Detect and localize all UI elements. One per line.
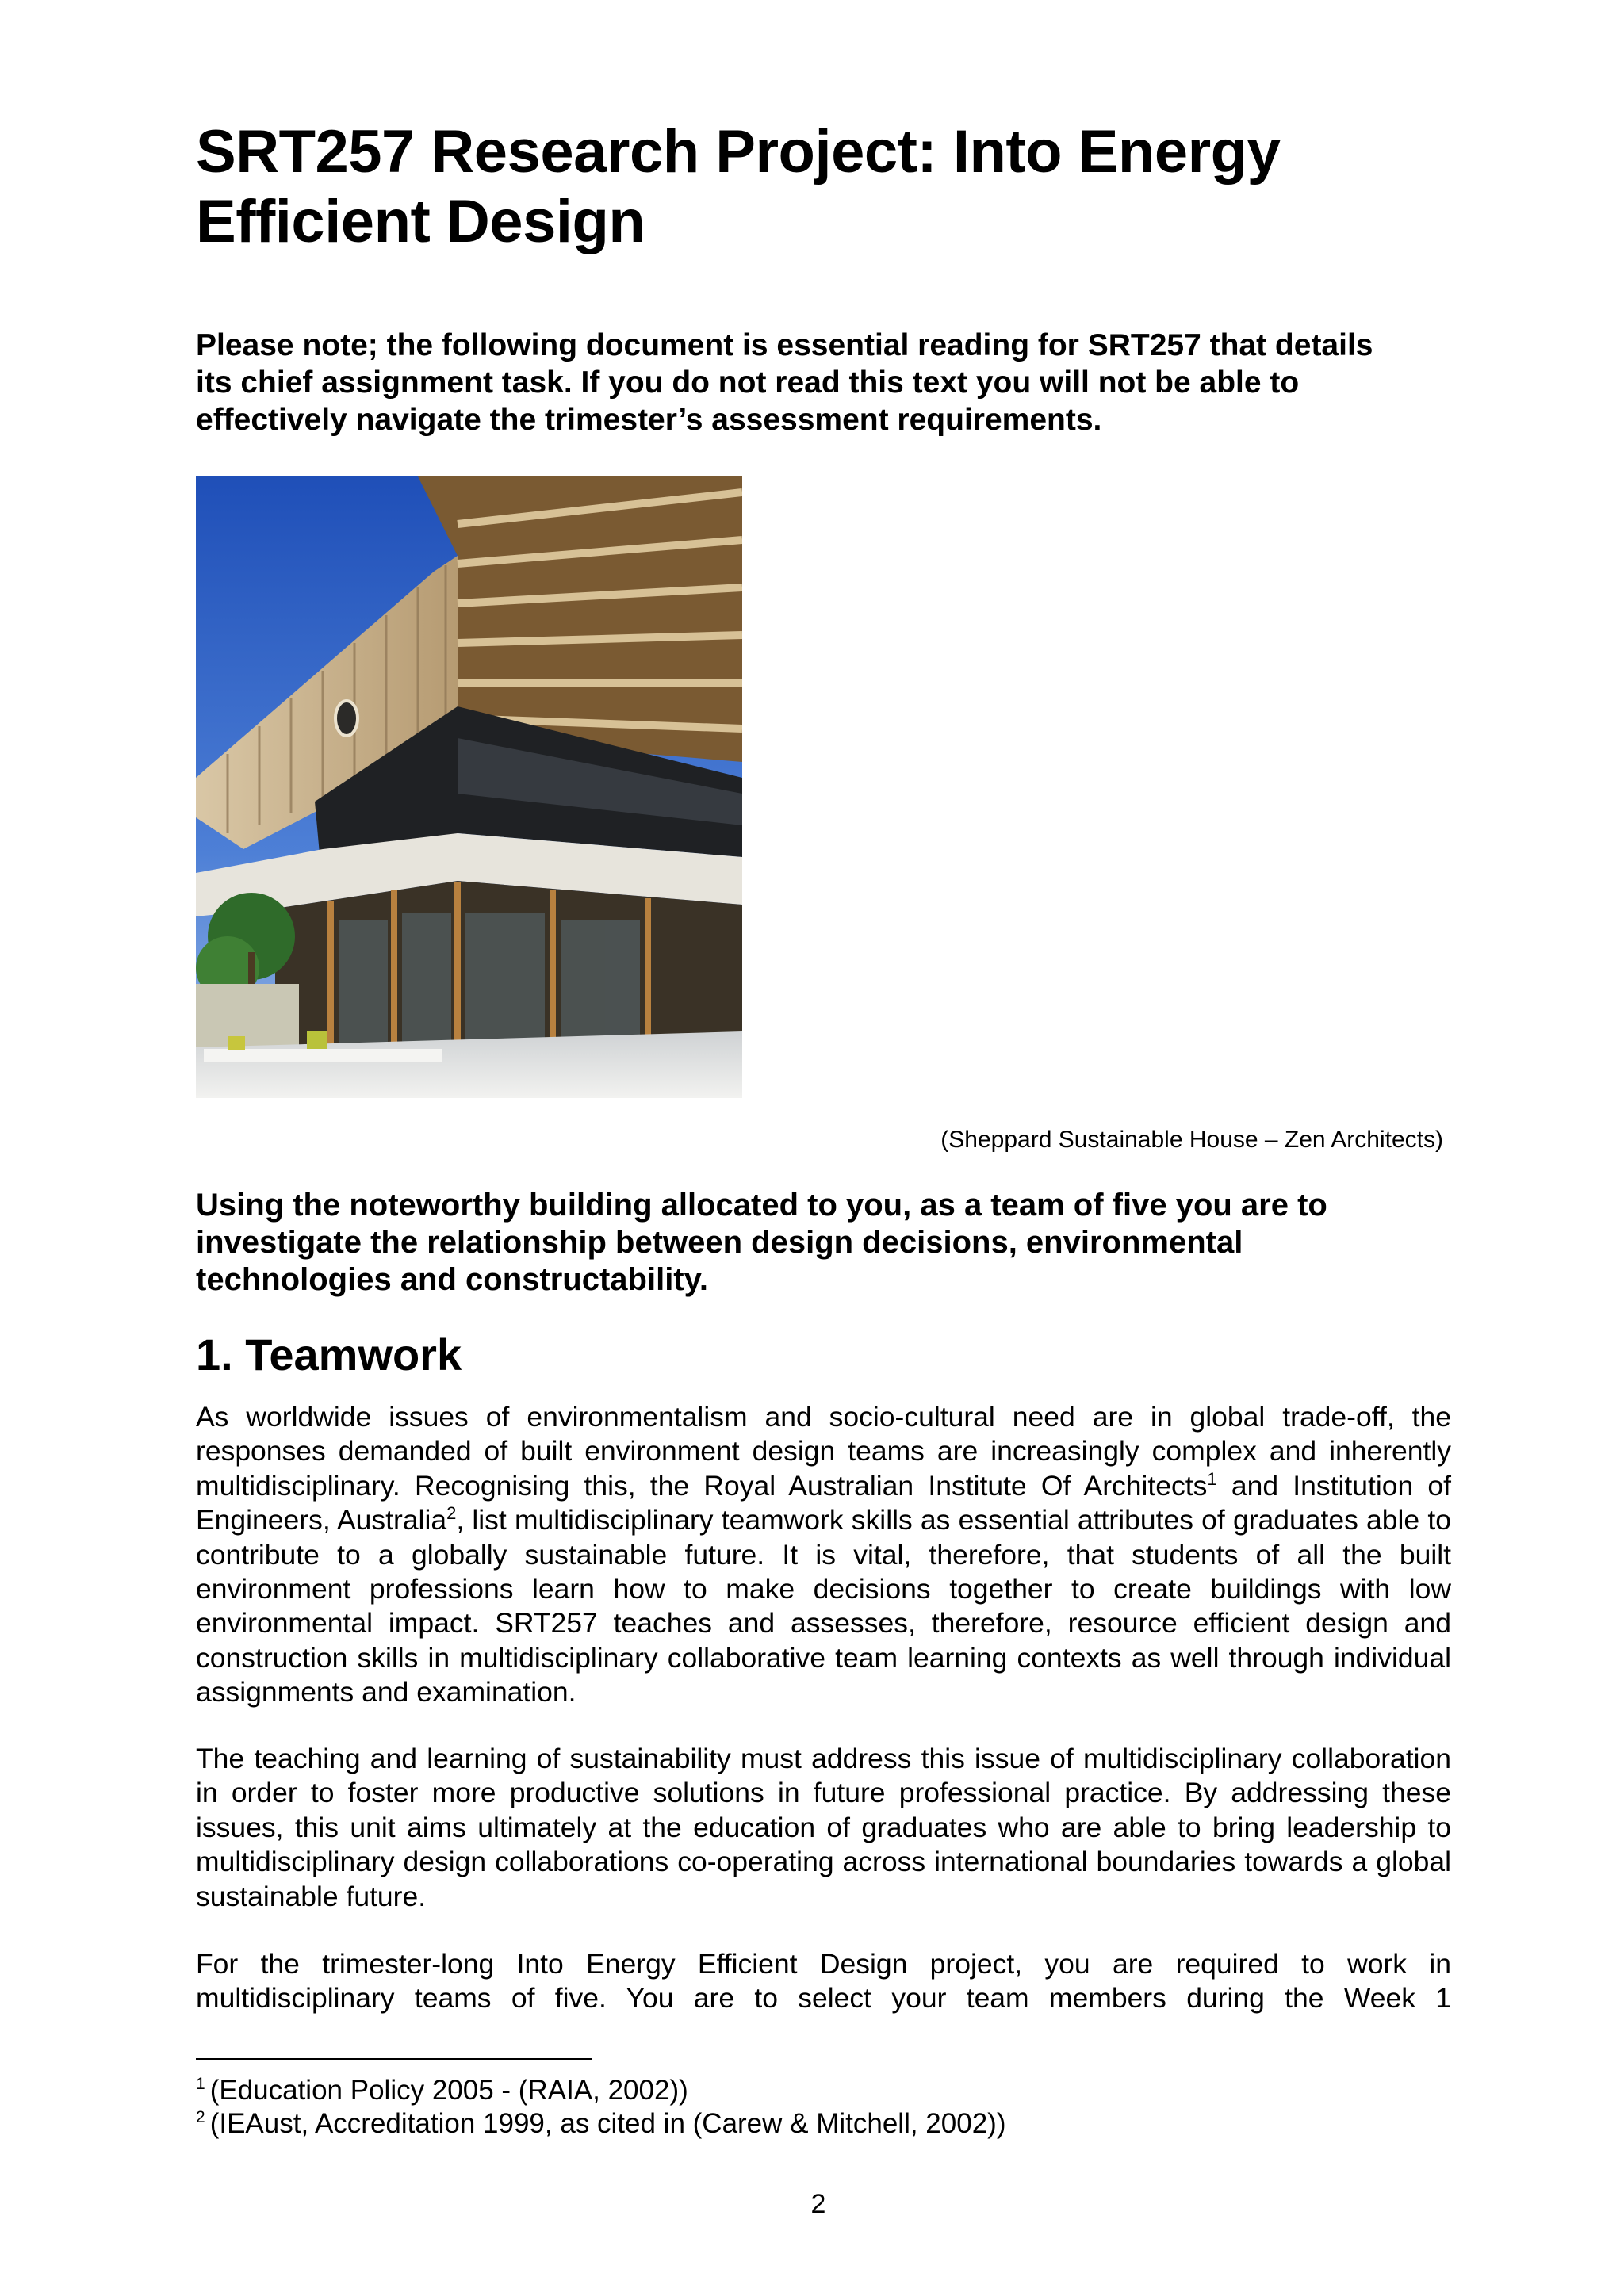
footnote-mark: 1 bbox=[196, 2075, 205, 2094]
footnote bbox=[196, 2074, 688, 2107]
paragraph-teamwork-3: For the trimester-long Into Energy Efficient Design project, you are required to work in multidisciplinary teams of five. You are to select your team members during the Week 1 bbox=[196, 1948, 1451, 2015]
footnote-ref: 1 bbox=[1207, 1468, 1217, 1489]
paragraph-teamwork-2: The teaching and learning of sustainability must address this issue of multidisciplinary collaboration in order to foster more productive solutions in future professional practice. By addressing these issues, this unit aims ultimately at the education of graduates who are able to bring leadership to multidisciplinary design collaborations co-operating across international boundaries towards a global sustainable future. bbox=[196, 1743, 1451, 1912]
paragraph-text: As worldwide issues of environmentalism and socio-cultural need are in global trade-off, the responses demanded of built environment design teams are increasingly complex and inherently multidisciplinary. Recognising this, the Royal Australian Institute Of Architects bbox=[196, 1401, 1451, 1502]
building-photo bbox=[196, 476, 742, 1098]
footnote-text: (Education Policy 2005 - (RAIA, 2002)) bbox=[209, 2075, 688, 2106]
paragraph-text: , list multidisciplinary teamwork skills as essential attributes of graduates able to contribute to a globally sustainable future. It is vital, therefore, that students of all the built environment professions learn how to make decisions together to create buildings with low environmental impact. SRT257 teaches and assesses, therefore, resource efficient design and construction skills in multidisciplinary collaborative team learning contexts as well through individual assignments and examination. bbox=[196, 1504, 1451, 1709]
footnote-ref: 2 bbox=[446, 1503, 457, 1524]
photo-caption: (Sheppard Sustainable House – Zen Architects) bbox=[940, 1127, 1443, 1153]
footnote bbox=[196, 2107, 1005, 2141]
footnote-mark: 2 bbox=[196, 2108, 205, 2127]
document-title: SRT257 Research Project: Into Energy Efficient Design bbox=[196, 118, 1281, 255]
paragraph-teamwork-1 bbox=[196, 1400, 1451, 1710]
footnote-text: (IEAust, Accreditation 1999, as cited in (Carew & Mitchell, 2002)) bbox=[209, 2108, 1006, 2139]
section-heading: 1. Teamwork bbox=[196, 1330, 462, 1380]
paragraph-text: and Institution of Engineers, Australia bbox=[196, 1469, 1451, 1536]
reading-note: Please note; the following document is essential reading for SRT257 that details its chief assignment task. If you do not read this text you will not be able to effectively navigate the trimester’s assessment requirements. bbox=[196, 328, 1373, 437]
page-number: 2 bbox=[810, 2189, 826, 2219]
project-intro: Using the noteworthy building allocated to you, as a team of five you are to investigate the relationship between design decisions, environmental technologies and constructability. bbox=[196, 1188, 1327, 1297]
building-photo-illustration bbox=[196, 476, 742, 1098]
footnote-divider bbox=[196, 2058, 592, 2060]
